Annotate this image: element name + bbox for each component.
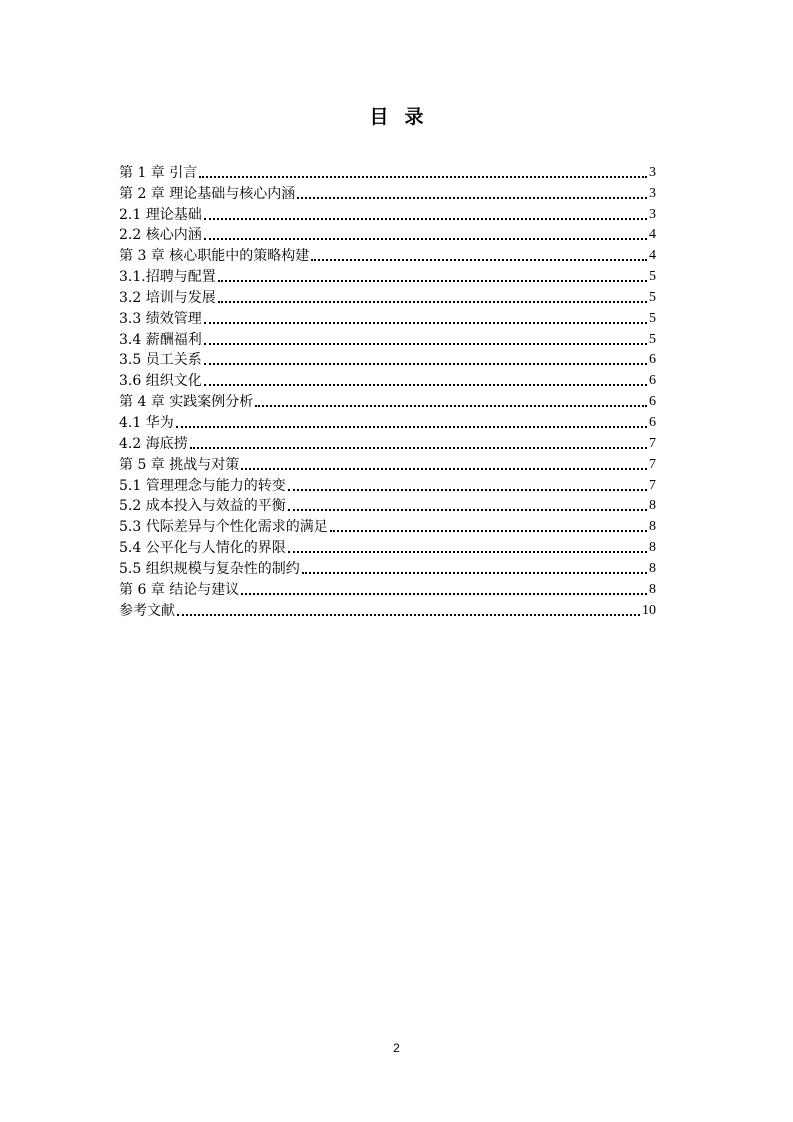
toc-entry[interactable] [119, 579, 656, 600]
toc-dot-leader [330, 530, 647, 532]
toc-entry-label: 第 4 章 实践案例分析 [119, 394, 254, 411]
toc-entry-page: 8 [649, 540, 656, 556]
toc-dot-leader [255, 405, 647, 407]
toc-dot-leader [204, 238, 647, 240]
toc-dot-leader [176, 426, 647, 428]
toc-entry-page: 8 [649, 519, 656, 535]
toc-entry-page: 8 [649, 560, 656, 576]
toc-entry-label: 5.2 成本投入与效益的平衡 [119, 498, 286, 515]
toc-entry[interactable] [119, 308, 656, 329]
toc-entry-page: 6 [649, 394, 656, 410]
toc-dot-leader [241, 468, 647, 470]
toc-dot-leader [218, 280, 647, 282]
toc-entry-page: 5 [649, 269, 656, 285]
toc-entry-page: 8 [649, 581, 656, 597]
toc-entry-page: 3 [649, 206, 656, 222]
toc-dot-leader [190, 447, 647, 449]
toc-entry[interactable] [119, 454, 656, 475]
toc-dot-leader [288, 489, 647, 491]
toc-dot-leader [288, 551, 647, 553]
toc-entry-page: 7 [649, 477, 656, 493]
toc-entry[interactable] [119, 183, 656, 204]
toc-dot-leader [204, 363, 647, 365]
toc-dot-leader [204, 322, 647, 324]
toc-dot-leader [204, 343, 647, 345]
toc-entry-label: 2.2 核心内涵 [119, 227, 202, 244]
toc-dot-leader [199, 176, 647, 178]
toc-dot-leader [288, 509, 647, 511]
toc-dot-leader [218, 301, 647, 303]
toc-entry-label: 3.3 绩效管理 [119, 310, 202, 327]
toc-entry-label: 3.1.招聘与配置 [119, 269, 216, 286]
toc-entry-label: 3.4 薪酬福利 [119, 331, 202, 348]
toc-dot-leader [204, 218, 647, 220]
toc-entry[interactable] [119, 475, 656, 496]
toc-entry-page: 6 [649, 373, 656, 389]
toc-entry-label: 第 6 章 结论与建议 [119, 581, 240, 598]
toc-entry[interactable] [119, 225, 656, 246]
toc-entry[interactable] [119, 537, 656, 558]
toc-entry[interactable] [119, 350, 656, 371]
toc-dot-leader [311, 259, 647, 261]
toc-dot-leader [241, 593, 647, 595]
toc-entry[interactable] [119, 287, 656, 308]
toc-entry-page: 10 [642, 602, 656, 618]
toc-entry-label: 5.5 组织规模与复杂性的制约 [119, 560, 300, 577]
toc-entry-page: 7 [649, 456, 656, 472]
toc-entry[interactable] [119, 412, 656, 433]
toc-entry-label: 第 2 章 理论基础与核心内涵 [119, 185, 296, 202]
toc-entry-label: 5.4 公平化与人情化的界限 [119, 540, 286, 557]
toc-entry-label: 4.2 海底捞 [119, 435, 188, 452]
toc-entry-label: 参考文献 [119, 602, 175, 619]
toc-entry-page: 5 [649, 289, 656, 305]
toc-entry-page: 3 [649, 164, 656, 180]
toc-entry[interactable] [119, 204, 656, 225]
toc-entry[interactable] [119, 433, 656, 454]
toc-entry-label: 第 3 章 核心职能中的策略构建 [119, 248, 310, 265]
toc-entry-label: 第 1 章 引言 [119, 164, 198, 181]
toc-entry-page: 4 [649, 248, 656, 264]
toc-entry-label: 3.5 员工关系 [119, 352, 202, 369]
toc-entry[interactable] [119, 516, 656, 537]
toc-entry-label: 5.1 管理理念与能力的转变 [119, 477, 286, 494]
toc-entry[interactable] [119, 266, 656, 287]
toc-entry[interactable] [119, 391, 656, 412]
toc-dot-leader [177, 614, 640, 616]
toc-entry[interactable] [119, 245, 656, 266]
toc-entry-page: 6 [649, 414, 656, 430]
toc-entry-label: 3.2 培训与发展 [119, 289, 216, 306]
page-number: 2 [393, 1041, 400, 1055]
toc-entry[interactable] [119, 558, 656, 579]
toc-entry[interactable] [119, 496, 656, 517]
toc-entry-page: 3 [649, 185, 656, 201]
toc-entry-page: 7 [649, 435, 656, 451]
toc-entry[interactable] [119, 370, 656, 391]
toc-entry[interactable] [119, 600, 656, 621]
toc-dot-leader [302, 572, 647, 574]
toc-entry-page: 6 [649, 352, 656, 368]
toc-dot-leader [297, 197, 647, 199]
toc-entry[interactable] [119, 329, 656, 350]
toc-entry-page: 5 [649, 331, 656, 347]
toc-entry-page: 5 [649, 310, 656, 326]
toc-entry-label: 第 5 章 挑战与对策 [119, 456, 240, 473]
toc-title: 目录 [369, 106, 440, 128]
toc-entry[interactable] [119, 162, 656, 183]
toc-entry-label: 3.6 组织文化 [119, 373, 202, 390]
toc-entry-label: 2.1 理论基础 [119, 206, 202, 223]
toc-dot-leader [204, 384, 647, 386]
table-of-contents [119, 162, 656, 621]
toc-entry-label: 4.1 华为 [119, 414, 174, 431]
toc-entry-page: 4 [649, 227, 656, 243]
toc-entry-page: 8 [649, 498, 656, 514]
toc-entry-label: 5.3 代际差异与个性化需求的满足 [119, 519, 328, 536]
